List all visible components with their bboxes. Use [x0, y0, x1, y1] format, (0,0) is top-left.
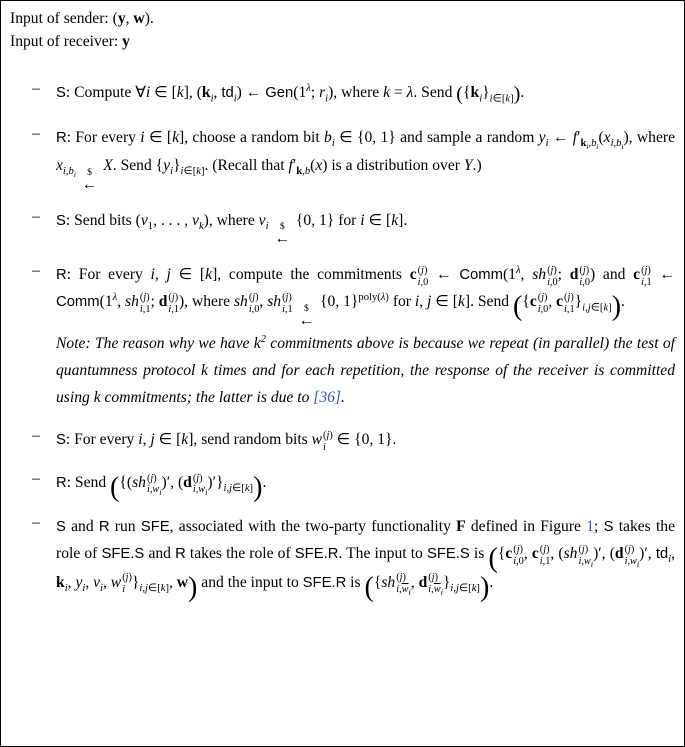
step-text: S and R run SFE, associated with the two-party functionality F defined in Figure 1; S takes the role of SFE.S and R takes the role of SFE.R. The input to SFE.S is ({c (j) i,0 , c (j) i,1 , (sh (j) $i,w_i$ )′, (d (j) $i,w_i$ )′, $td_i$, $k_i$, $y_i$, $v_i$, w (j) i }$_{i,j\in[k]}$, w) and the input to SFE.R is ({sh (j) $i,\overline{w}_i$ , d (j) $i,\overline{w}_i$ }$_{i,j\in[k]}$).	[56, 518, 676, 603]
step-text: R: For every i ∈ [k], choose a random bit $b_i$ ∈ {0, 1} and sample a random $y_i$ ← $f'_{k_i,b_i}(x_{i,b_i})$, where $x_{i,b_i}$ $ ← X. Send $\{y_i\}_{i\in[k]}$. (Recall that $f'_{k,b}(x)$ is a distribution over Y.)	[56, 128, 675, 193]
step-sender-bits	[10, 208, 675, 246]
step-receiver-sample	[10, 125, 675, 192]
figure-1-link[interactable]: 1	[586, 518, 594, 536]
dash-bullet: –	[32, 124, 40, 142]
input-of-receiver-line: Input of receiver: y	[10, 32, 130, 50]
dash-bullet: –	[32, 514, 40, 532]
step-text: R: Send ({(sh (j) $i,w_i$ )′, (d (j) $i,w_i$ )$'\}_{i,j\in[k]}$).	[56, 472, 267, 504]
dash-bullet: –	[32, 207, 40, 225]
citation-36-link[interactable]: [36]	[313, 388, 341, 406]
step-text: S: Send bits ($v_1$, . . . , $v_k$), where $v_i$ $ ← {0, 1} for i ∈ [k].	[56, 211, 408, 248]
step-text: R: For every i, j ∈ [k], compute the commitments c (j) i,0 ← $Comm(1^\lambda$, sh (j) i,0 ; d (j) i,0 ) and c (j) i,1 ← $Comm(1^\lambda$, sh (j) i,1 ; d (j) i,1 ), where sh (j) i,0 , sh (j) i,1 $ ← {0, 1}$^{poly(\lambda)}$ for i, j ∈ [k]. Send ({c (j) i,0 , c (j) i,1 }$_{i,j\in[k]}$).	[56, 265, 676, 329]
dash-bullet: –	[32, 470, 40, 488]
dash-bullet: –	[32, 262, 40, 280]
note-text: Note: The reason why we have $k^2$ commitments above is because we repeat (in parallel) the test of quantumness protocol k times and for each repetition, the response of the receiver is committed using k commitments; the latter is due to [36].	[56, 333, 675, 406]
step-receiver-commitments	[10, 262, 675, 411]
protocol-steps	[10, 80, 676, 603]
step-sender-keygen	[10, 80, 675, 109]
step-text: S: Compute ∀i ∈ [k], ($k_i$, $td_i$) ← $Gen(1^\lambda$; $r_i$), where k = λ. Send $(\{k_i\}_{i\in[k]})$.	[56, 83, 525, 106]
dash-bullet: –	[32, 427, 40, 445]
step-receiver-openings	[10, 470, 675, 504]
dash-bullet: –	[32, 80, 40, 98]
step-text: S: For every i, j ∈ [k], send random bits w (j) i ∈ {0, 1}.	[56, 430, 397, 453]
step-run-sfe	[10, 514, 676, 603]
step-sender-random-bits	[10, 427, 675, 454]
input-of-sender-line: Input of sender: (y, w).	[10, 10, 154, 27]
